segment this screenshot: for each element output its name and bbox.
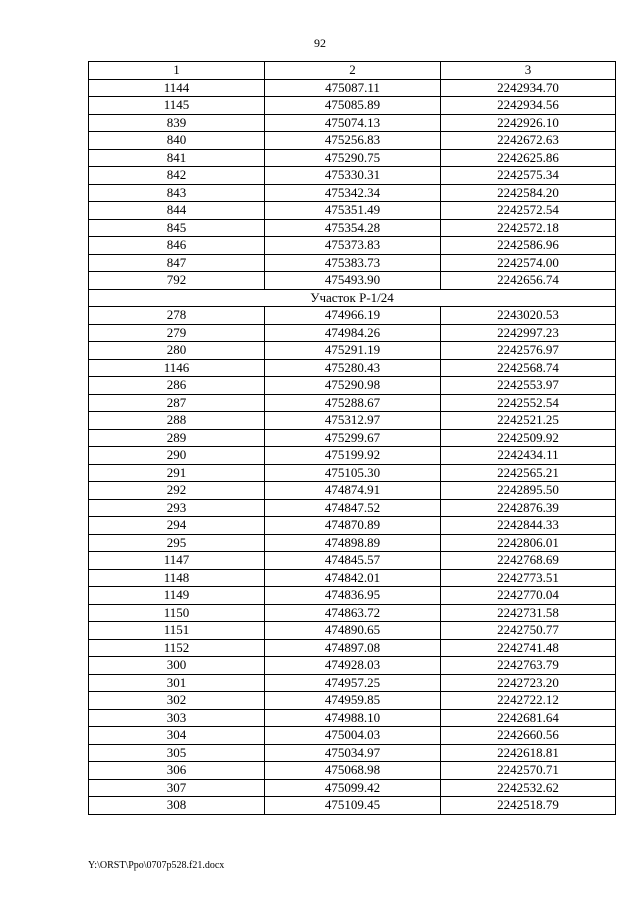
page-number: 92 [314,36,326,50]
table-row [89,569,616,587]
table-row [89,272,616,290]
section-row [89,289,616,307]
coordinate-y-cell: 2242576.97 [441,342,616,360]
coordinate-y-cell: 2242565.21 [441,464,616,482]
point-number-cell: 846 [89,237,265,255]
coordinate-x-cell: 474870.89 [265,517,441,535]
coordinate-x-cell: 475004.03 [265,727,441,745]
table-row [89,517,616,535]
coordinate-x-cell: 475291.19 [265,342,441,360]
coordinate-y-cell: 2242934.70 [441,79,616,97]
header-row [89,62,616,80]
point-number-cell: 307 [89,779,265,797]
coordinate-x-cell: 474836.95 [265,587,441,605]
table-row [89,149,616,167]
coordinate-x-cell: 475199.92 [265,447,441,465]
point-number-cell: 306 [89,762,265,780]
coordinate-x-cell: 474959.85 [265,692,441,710]
coordinate-y-cell: 2242926.10 [441,114,616,132]
coordinate-y-cell: 2242895.50 [441,482,616,500]
point-number-cell: 304 [89,727,265,745]
table-row [89,324,616,342]
table-row [89,97,616,115]
table-row [89,202,616,220]
table-row [89,587,616,605]
point-number-cell: 839 [89,114,265,132]
coordinate-y-cell: 2242722.12 [441,692,616,710]
table-row [89,394,616,412]
table-row [89,482,616,500]
point-number-cell: 1152 [89,639,265,657]
table-row [89,552,616,570]
point-number-cell: 1145 [89,97,265,115]
coordinate-y-cell: 2242660.56 [441,727,616,745]
coordinate-y-cell: 2242672.63 [441,132,616,150]
coordinate-y-cell: 2242876.39 [441,499,616,517]
table-row [89,639,616,657]
coordinate-y-cell: 2242750.77 [441,622,616,640]
coordinate-y-cell: 2242997.23 [441,324,616,342]
point-number-cell: 292 [89,482,265,500]
coordinate-y-cell: 2242763.79 [441,657,616,675]
table-row [89,727,616,745]
coordinate-y-cell: 2242618.81 [441,744,616,762]
section-title: Участок Р-1/24 [89,289,616,307]
point-number-cell: 792 [89,272,265,290]
point-number-cell: 293 [89,499,265,517]
point-number-cell: 847 [89,254,265,272]
coordinate-x-cell: 475068.98 [265,762,441,780]
table-row [89,657,616,675]
coordinate-y-cell: 2242575.34 [441,167,616,185]
coordinate-x-cell: 475280.43 [265,359,441,377]
coordinate-x-cell: 474863.72 [265,604,441,622]
table-row [89,342,616,360]
coordinate-x-cell: 475074.13 [265,114,441,132]
point-number-cell: 302 [89,692,265,710]
table-row [89,132,616,150]
table-row [89,464,616,482]
coordinate-x-cell: 474842.01 [265,569,441,587]
point-number-cell: 305 [89,744,265,762]
point-number-cell: 294 [89,517,265,535]
coordinate-x-cell: 475099.42 [265,779,441,797]
point-number-cell: 1149 [89,587,265,605]
table-row [89,412,616,430]
coordinate-y-cell: 2242768.69 [441,552,616,570]
point-number-cell: 278 [89,307,265,325]
table-row [89,184,616,202]
point-number-cell: 1147 [89,552,265,570]
point-number-cell: 288 [89,412,265,430]
coordinate-x-cell: 475330.31 [265,167,441,185]
coordinate-y-cell: 2242552.54 [441,394,616,412]
coordinate-y-cell: 2243020.53 [441,307,616,325]
point-number-cell: 290 [89,447,265,465]
table-row [89,359,616,377]
point-number-cell: 308 [89,797,265,815]
coordinate-y-cell: 2242741.48 [441,639,616,657]
column-header-2: 2 [265,62,441,80]
coordinate-x-cell: 475290.75 [265,149,441,167]
coordinate-x-cell: 475288.67 [265,394,441,412]
point-number-cell: 1150 [89,604,265,622]
coordinate-y-cell: 2242770.04 [441,587,616,605]
coordinate-x-cell: 475299.67 [265,429,441,447]
table-row [89,219,616,237]
coordinate-y-cell: 2242532.62 [441,779,616,797]
table-header [89,62,616,80]
coordinate-x-cell: 475034.97 [265,744,441,762]
coordinate-y-cell: 2242553.97 [441,377,616,395]
table-row [89,254,616,272]
coordinate-y-cell: 2242434.11 [441,447,616,465]
point-number-cell: 303 [89,709,265,727]
point-number-cell: 842 [89,167,265,185]
point-number-cell: 843 [89,184,265,202]
point-number-cell: 844 [89,202,265,220]
coordinate-x-cell: 475085.89 [265,97,441,115]
table-row [89,167,616,185]
coordinate-y-cell: 2242572.54 [441,202,616,220]
table-row [89,377,616,395]
coordinate-y-cell: 2242806.01 [441,534,616,552]
coordinate-x-cell: 475105.30 [265,464,441,482]
coordinate-y-cell: 2242518.79 [441,797,616,815]
table-row [89,237,616,255]
point-number-cell: 1151 [89,622,265,640]
table-body [89,79,616,814]
coordinate-x-cell: 474897.08 [265,639,441,657]
point-number-cell: 287 [89,394,265,412]
coordinate-y-cell: 2242570.71 [441,762,616,780]
coordinate-y-cell: 2242844.33 [441,517,616,535]
table-row [89,762,616,780]
coordinate-x-cell: 474984.26 [265,324,441,342]
table-row [89,447,616,465]
coordinate-y-cell: 2242574.00 [441,254,616,272]
coordinate-y-cell: 2242572.18 [441,219,616,237]
coordinate-x-cell: 475342.34 [265,184,441,202]
point-number-cell: 300 [89,657,265,675]
coordinate-x-cell: 474957.25 [265,674,441,692]
table-row [89,622,616,640]
table-row [89,692,616,710]
table-row [89,604,616,622]
table-row [89,307,616,325]
coordinate-x-cell: 474988.10 [265,709,441,727]
table-row [89,674,616,692]
table-row [89,429,616,447]
point-number-cell: 845 [89,219,265,237]
coordinate-x-cell: 475351.49 [265,202,441,220]
point-number-cell: 289 [89,429,265,447]
coordinate-y-cell: 2242584.20 [441,184,616,202]
point-number-cell: 301 [89,674,265,692]
table-row [89,744,616,762]
point-number-cell: 286 [89,377,265,395]
table-row [89,709,616,727]
point-number-cell: 1144 [89,79,265,97]
coordinate-y-cell: 2242934.56 [441,97,616,115]
coordinate-x-cell: 475354.28 [265,219,441,237]
coordinate-x-cell: 474845.57 [265,552,441,570]
point-number-cell: 295 [89,534,265,552]
point-number-cell: 280 [89,342,265,360]
coordinate-x-cell: 474898.89 [265,534,441,552]
coordinate-y-cell: 2242509.92 [441,429,616,447]
coordinate-x-cell: 475290.98 [265,377,441,395]
coordinate-y-cell: 2242731.58 [441,604,616,622]
coordinate-x-cell: 474890.65 [265,622,441,640]
table-row [89,779,616,797]
coordinate-y-cell: 2242681.64 [441,709,616,727]
coordinate-y-cell: 2242568.74 [441,359,616,377]
footer-file-path: Y:\ORST\Ppo\0707p528.f21.docx [88,860,225,871]
column-header-1: 1 [89,62,265,80]
point-number-cell: 1148 [89,569,265,587]
column-header-3: 3 [441,62,616,80]
coordinate-x-cell: 474928.03 [265,657,441,675]
point-number-cell: 1146 [89,359,265,377]
table-row [89,534,616,552]
coordinate-y-cell: 2242625.86 [441,149,616,167]
coordinate-y-cell: 2242521.25 [441,412,616,430]
point-number-cell: 279 [89,324,265,342]
coordinate-x-cell: 475256.83 [265,132,441,150]
coordinate-x-cell: 475312.97 [265,412,441,430]
coordinate-x-cell: 474966.19 [265,307,441,325]
table-row [89,499,616,517]
coordinate-y-cell: 2242586.96 [441,237,616,255]
coordinate-x-cell: 474847.52 [265,499,441,517]
coordinate-x-cell: 475087.11 [265,79,441,97]
coordinate-x-cell: 475383.73 [265,254,441,272]
coordinate-y-cell: 2242773.51 [441,569,616,587]
point-number-cell: 841 [89,149,265,167]
coordinate-x-cell: 475493.90 [265,272,441,290]
coordinate-x-cell: 474874.91 [265,482,441,500]
coordinate-x-cell: 475109.45 [265,797,441,815]
coordinate-y-cell: 2242723.20 [441,674,616,692]
coordinate-y-cell: 2242656.74 [441,272,616,290]
coordinates-table [88,61,616,815]
table-row [89,797,616,815]
table-row [89,114,616,132]
point-number-cell: 840 [89,132,265,150]
table-row [89,79,616,97]
coordinate-x-cell: 475373.83 [265,237,441,255]
point-number-cell: 291 [89,464,265,482]
